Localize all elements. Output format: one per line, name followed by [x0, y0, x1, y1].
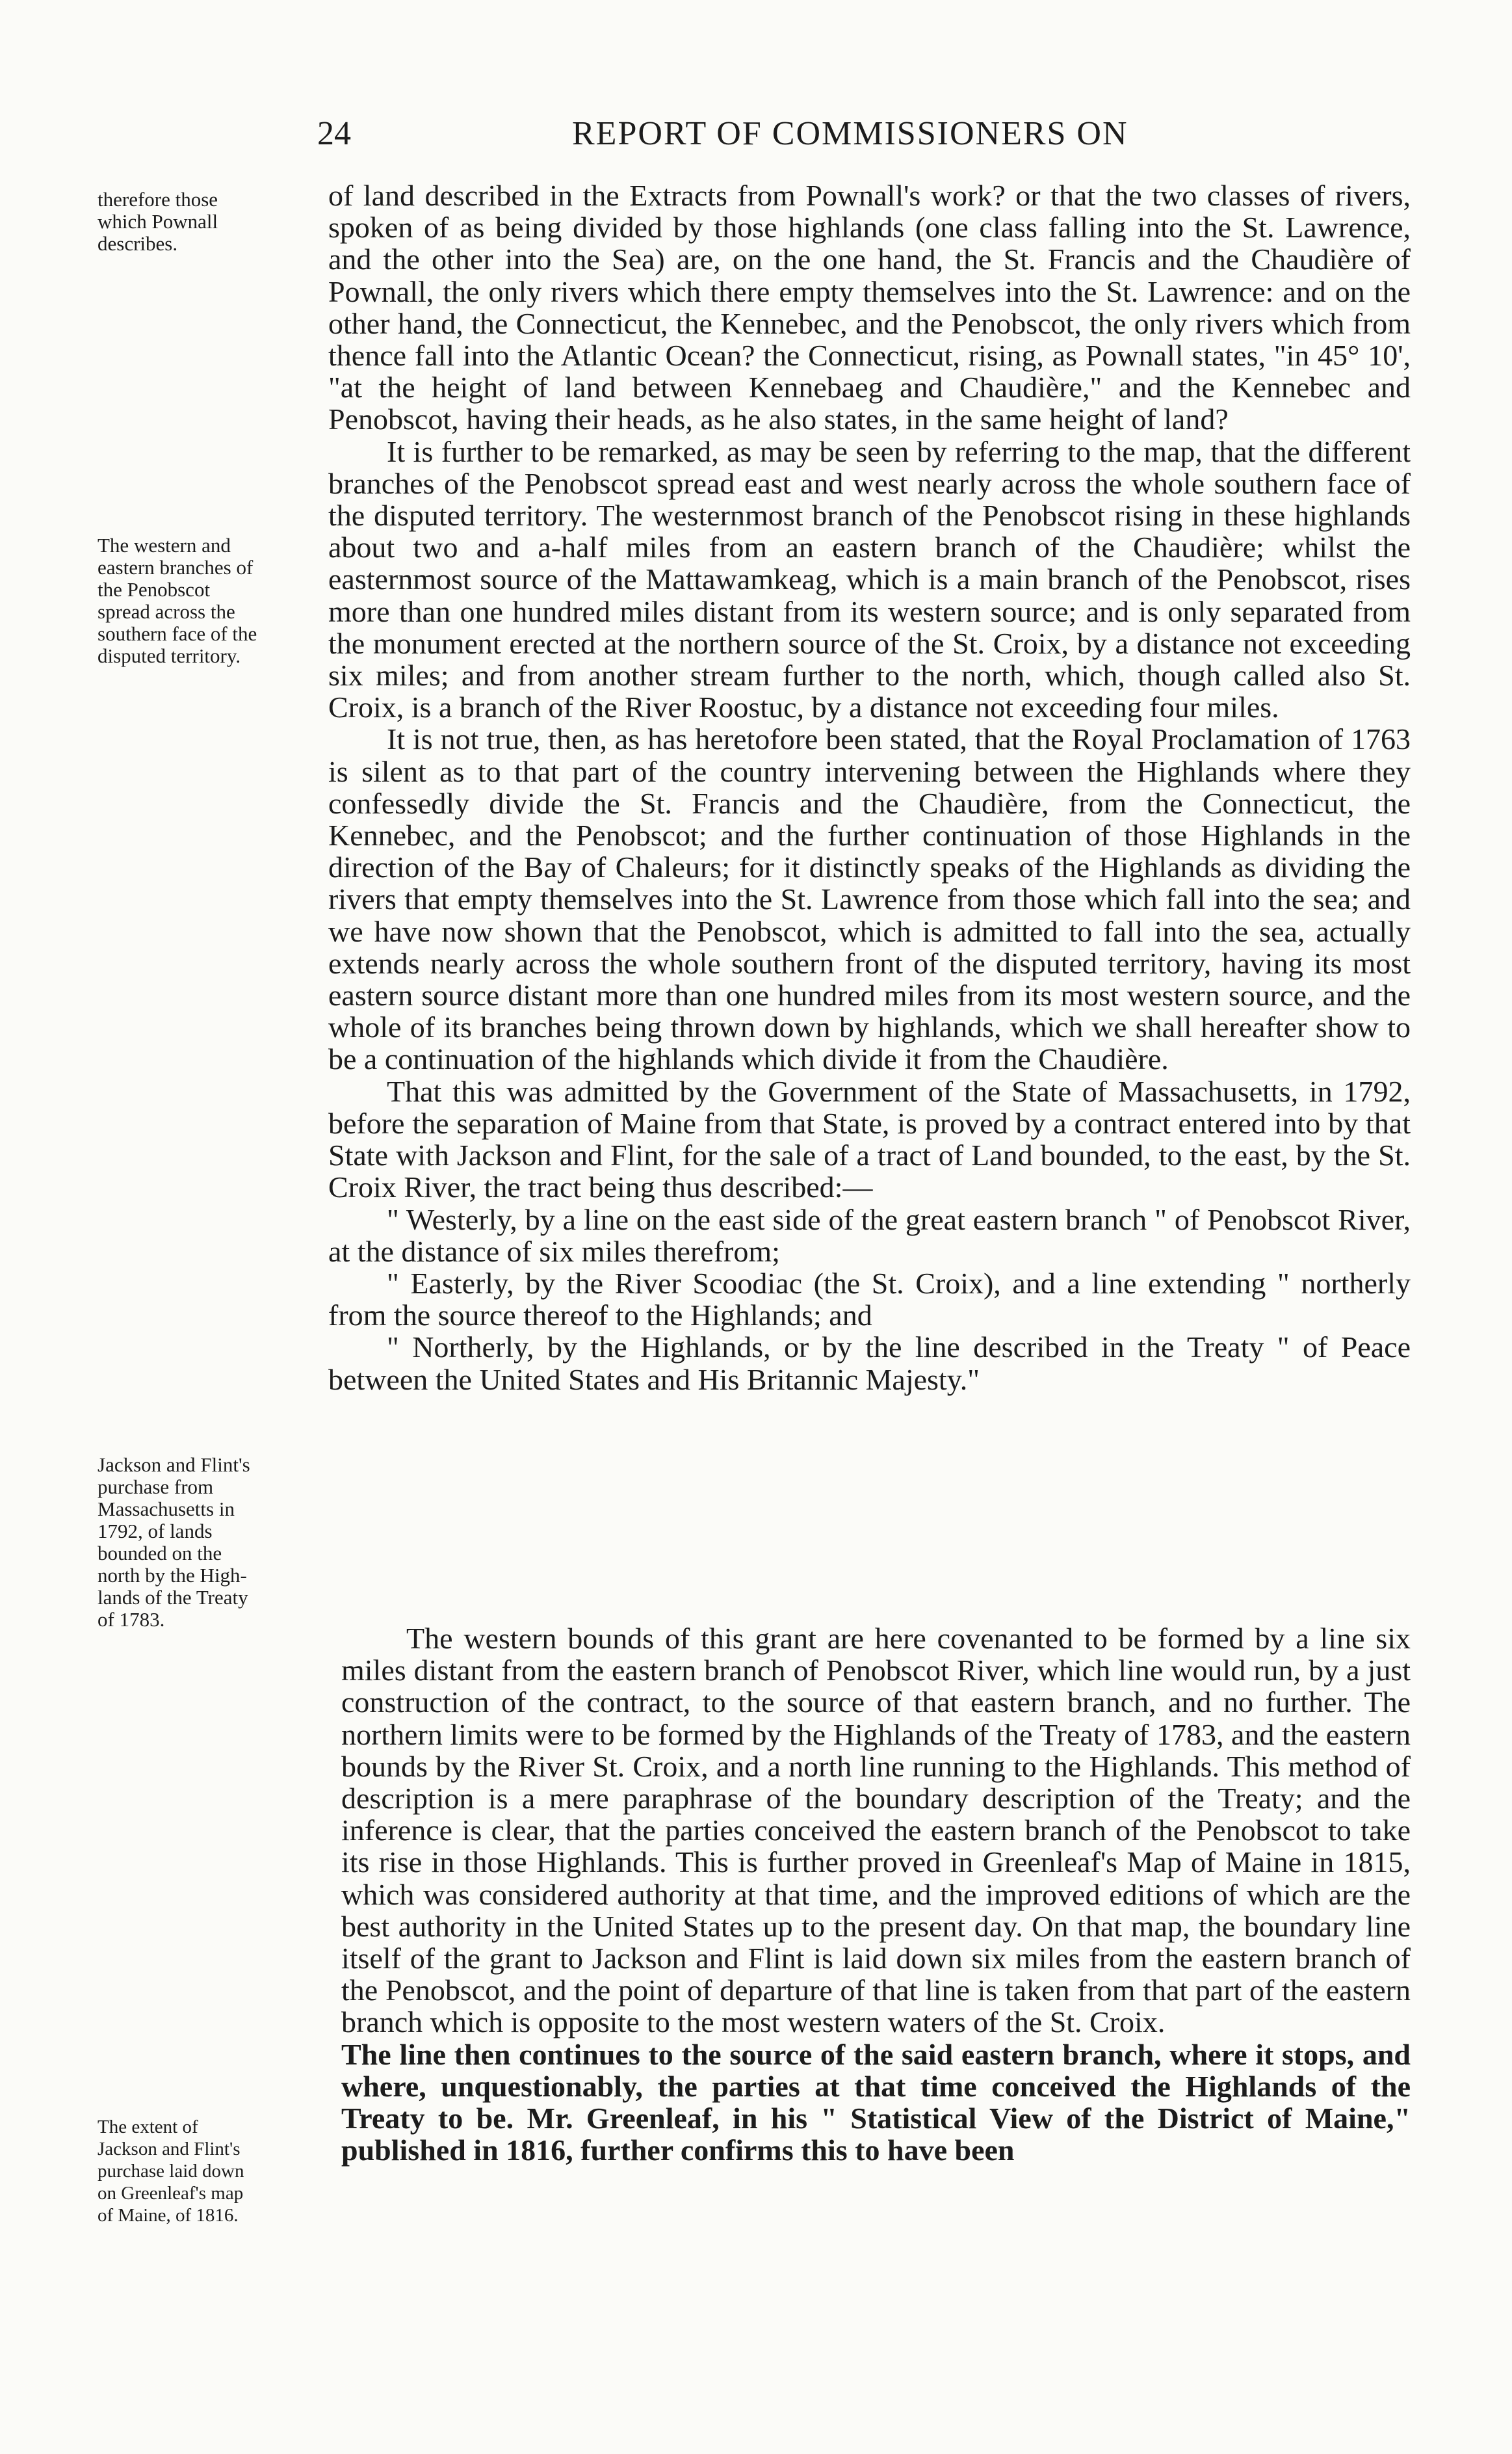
margin-note: Jackson and Flint's purchase from Massachusetts in 1792, of lands bounded on the north by the High- lands of the Treaty of 1783. [98, 1453, 250, 1631]
quote-westerly: " Westerly, by a line on the east side of the great eastern branch " of Penobscot River, at the distance of six miles therefrom; [328, 1202, 1411, 1268]
margin-note: The western and eastern branches of the Penobscot spread across the southern face of the disputed territory. [98, 534, 257, 667]
page-number: 24 [317, 115, 351, 152]
body-text [328, 179, 1411, 1395]
paragraph: of land described in the Extracts from Pownall's work? or that the two classes of rivers, spoken of as being divided by those highlands (one class falling into the St. Lawrence, and the other into the Sea) are, on the one hand, the St. Francis and the Chaudière of Pownall, the only rivers which there empty themselves into the St. Lawrence: and on the other hand, the Connecticut, the Kennebec, and the Penobscot, the only rivers which from thence fall into the Atlantic Ocean? the Connecticut, rising, as Pownall states, "in 45° 10', "at the height of land between Kennebaeg and Chaudière," and the Kennebec and Penobscot, having their heads, as he also states, in the same height of land? [328, 179, 1411, 436]
paragraph: It is not true, then, as has heretofore been stated, that the Royal Proclamation of 1763 is silent as to that part of the country intervening between the Highlands where they confessedly divide the St. Francis and the Chaudière, from the Connecticut, the Kennebec, and the Penobscot; and the further continuation of those Highlands in the direction of the Bay of Chaleurs; for it distinctly speaks of the Highlands as dividing the rivers that empty themselves into the St. Lawrence from those which fall into the sea; and we have now shown that the Penobscot, which is admitted to fall into the sea, actually extends nearly across the whole southern front of the disputed territory, having its most eastern source distant more than one hundred miles from its most western source, and the whole of its branches being thrown down by highlands, which we shall hereafter show to be a continuation of the highlands which divide it from the Chaudière. [328, 722, 1411, 1076]
bottom-text [341, 1622, 1411, 2166]
margin-note: The extent of Jackson and Flint's purchase laid down on Greenleaf's map of Maine, of 1816. [98, 2117, 244, 2226]
paragraph: The line then continues to the source of the said eastern branch, where it stops, and where, unquestionably, the parties at that time conceived the Highlands of the Treaty to be. Mr. Greenleaf, in his " Statistical View of the District of Maine," published in 1816, further confirms this to have been [341, 2037, 1411, 2167]
quote-northerly: " Northerly, by the Highlands, or by the line described in the Treaty " of Peace between the United States and His Britannic Majesty." [328, 1330, 1411, 1396]
margin-note: therefore those which Pownall describes. [98, 188, 218, 255]
paragraph: The western bounds of this grant are here covenanted to be formed by a line six miles distant from the eastern branch of Penobscot River, which line would run, by a just construction of the contract, to the source of that eastern branch, and no further. The northern limits were to be formed by the Highlands of the Treaty of 1783, and the eastern bounds by the River St. Croix, and a north line running to the Highlands. This method of description is a mere paraphrase of the boundary description of the Treaty; and the inference is clear, that the parties conceived the eastern branch of the Penobscot to take its rise in those Highlands. This is further proved in Greenleaf's Map of Maine in 1815, which was considered authority at that time, and the improved editions of which are the best authority in the United States up to the present day. On that map, the boundary line itself of the grant to Jackson and Flint is laid down six miles from the eastern branch of the Penobscot, and the point of departure of that line is taken from that part of the eastern branch which is opposite to the most western waters of the St. Croix. [341, 1622, 1411, 2039]
paragraph: It is further to be remarked, as may be seen by referring to the map, that the different branches of the Penobscot spread east and west nearly across the whole southern face of the disputed territory. The westernmost branch of the Penobscot rising in these highlands about two and a-half miles from an eastern branch of the Chaudière; whilst the easternmost source of the Mattawamkeag, which is a main branch of the Penobscot, rises more than one hundred miles distant from its western source; and is only separated from the monument erected at the northern source of the St. Croix, by a distance not exceeding six miles; and from another stream further to the north, which, though called also St. Croix, is a branch of the River Roostuc, by a distance not exceeding four miles. [328, 434, 1411, 724]
paragraph: That this was admitted by the Government of the State of Massachusetts, in 1792, before the separation of Maine from that State, is proved by a contract entered into by that State with Jackson and Flint, for the sale of a tract of Land bounded, to the east, by the St. Croix River, the tract being thus described:— [328, 1074, 1411, 1204]
quote-easterly: " Easterly, by the River Scoodiac (the St. Croix), and a line extending " northerly from the source thereof to the Highlands; and [328, 1266, 1411, 1332]
running-head: REPORT OF COMMISSIONERS ON [572, 115, 1128, 152]
